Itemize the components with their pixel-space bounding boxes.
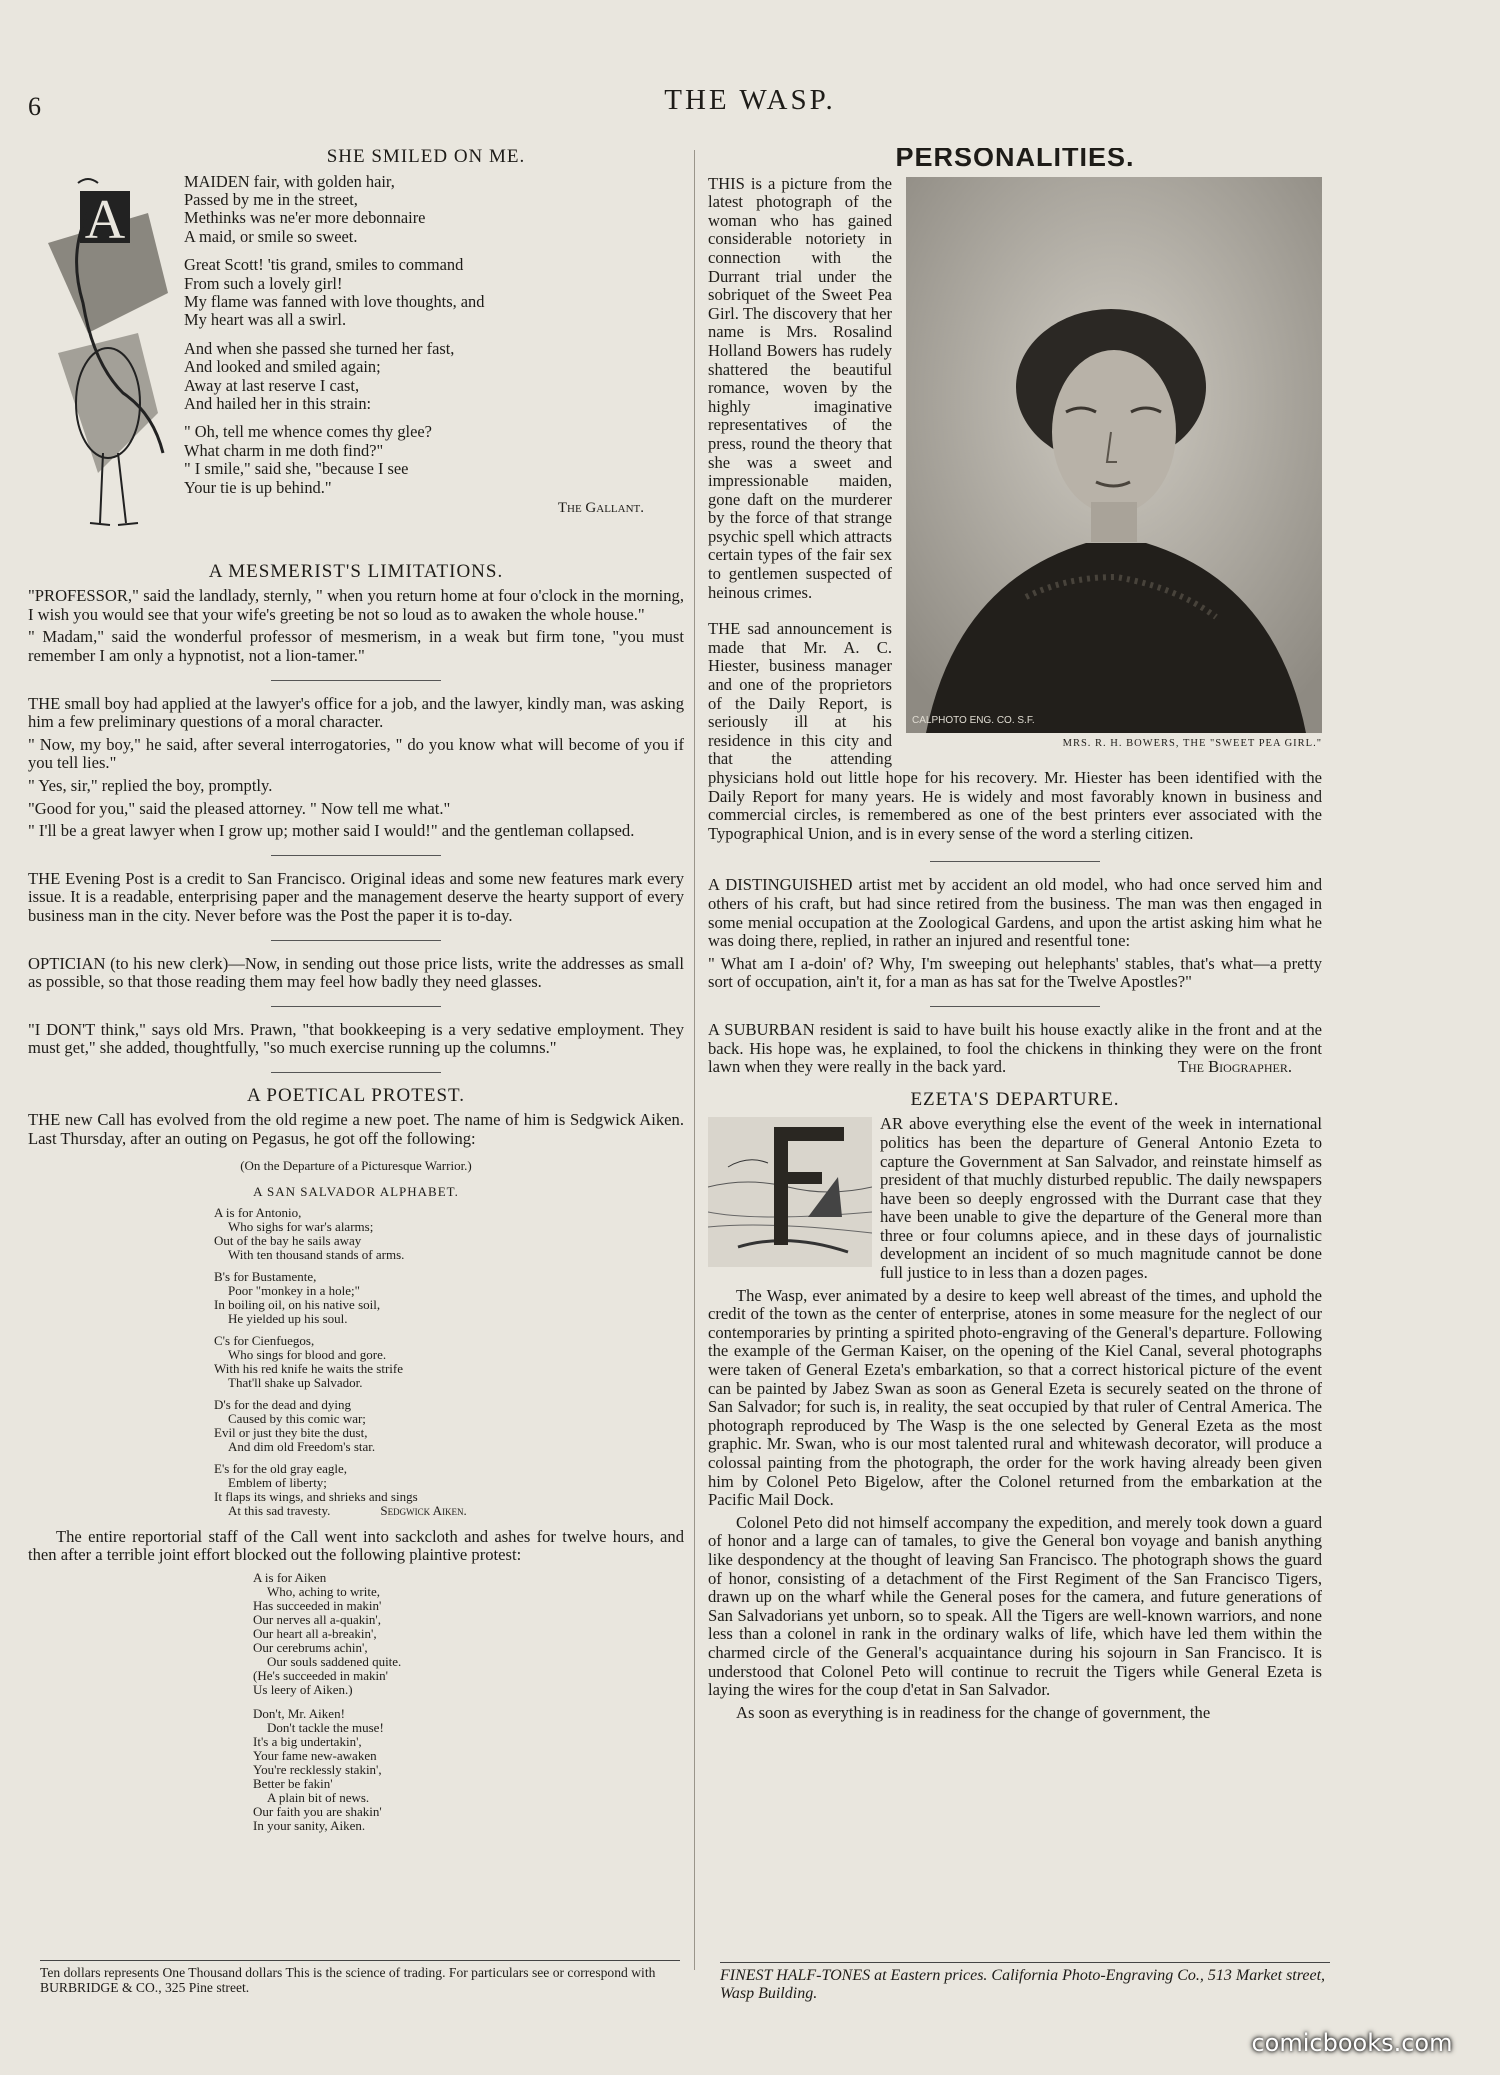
poem-line: D's for the dead and dying [214, 1396, 352, 1412]
personalities-paragraph: THIS is a picture from the latest photograph of the woman who has gained considerable notoriety in connection with the Durrant trial under the sobriquet of the Sweet Pea Girl. The discovery that her name is Mrs. Rosalind Holland Bowers has rudely shattered the beautiful romance, woven by the highly imaginative representatives of the press, round the theory that she was a sweet and impressionable maiden, gone daft on the murderer by the force of that strange psychic spell which attracts certain types of the fair sex to gentlemen suspected of heinous crimes. [708, 173, 892, 602]
section-rule [271, 940, 441, 941]
mesmerist-title: A MESMERIST'S LIMITATIONS. [208, 560, 504, 582]
smiled-signature: The Gallant. [557, 500, 644, 517]
poem-line: Emblem of liberty; [228, 1474, 327, 1490]
poem-line: Has succeeded in makin' [253, 1598, 382, 1614]
poem-line: MAIDEN fair, with golden hair, [184, 171, 395, 191]
poem-line: And hailed her in this strain: [184, 394, 372, 414]
smallboy-paragraph: THE small boy had applied at the lawyer's office for a job, and the lawyer, kindly man, was asking him a few preliminary questions of a moral character. [28, 693, 684, 732]
poem-line: My flame was fanned with love thoughts, and [184, 292, 485, 312]
poem-line: A is for Aiken [253, 1570, 327, 1586]
portrait-photo [906, 177, 1322, 733]
svg-text:A: A [84, 188, 126, 251]
eveningpost-paragraph: THE Evening Post is a credit to San Francisco. Original ideas and some new features mark every issue. It is a readable, enterprising paper and the management deserve the hearty support of every business man in the city. Never before was the Post the paper it is to-day. [28, 868, 684, 925]
ezeta-paragraph: AR above everything else the event of the week in international politics has been the departure of General Antonio Ezeta to capture the Government at San Salvador, and reinstate himself as president of that muchly disturbed republic. The daily newspapers have been so deeply engrossed with the Durrant case that they have been unable to give the departure of the General more than three or four columns apiece, and in these days of journalistic development an incident of so much magnitude cannot be done full justice to in less than a dozen pages. [880, 1114, 1322, 1283]
poem-line: He yielded up his soul. [228, 1310, 348, 1326]
poem-line: Your fame new-awaken [253, 1748, 377, 1764]
column-divider [694, 150, 695, 1970]
poem-line: And dim old Freedom's star. [228, 1438, 376, 1454]
stanza [253, 1707, 684, 1833]
poem-line: Passed by me in the street, [184, 190, 358, 209]
poem-line: It flaps its wings, and shrieks and sings [214, 1488, 418, 1504]
section-rule [930, 861, 1100, 862]
poem-line: E's for the old gray eagle, [214, 1460, 348, 1476]
poem-line: Our faith you are shakin' [253, 1804, 382, 1820]
poem-line: And when she passed she turned her fast, [184, 338, 455, 358]
poem-line: Who sighs for war's alarms; [228, 1218, 374, 1234]
section-rule [271, 1006, 441, 1007]
page-number: 6 [28, 92, 41, 121]
poem-line: That'll shake up Salvador. [228, 1374, 363, 1390]
smallboy-paragraph: " I'll be a great lawyer when I grow up; mother said I would!" and the gentleman collapsed. [28, 821, 635, 841]
smallboy-paragraph: "Good for you," said the pleased attorney. " Now tell me what." [28, 798, 451, 818]
stanza [214, 1206, 684, 1262]
protest-title: A POETICAL PROTEST. [247, 1084, 465, 1106]
poem-line: What charm in me doth find?" [184, 440, 384, 460]
prawn-paragraph: "I DON'T think," says old Mrs. Prawn, "that bookkeeping is a very sedative employment. They must get," she added, thoughtfully, "so much exercise running up the columns." [28, 1019, 684, 1058]
poem-line: Poor "monkey in a hole;" [228, 1282, 360, 1298]
poem-line: Our cerebrums achin', [253, 1640, 368, 1656]
protest-after: The entire reportorial staff of the Call went into sackcloth and ashes for twelve hours, and then after a terrible joint effort blocked out the following plaintive protest: [28, 1526, 684, 1565]
right-column [708, 148, 1322, 1970]
poem-line: B's for Bustamente, [214, 1268, 317, 1284]
photo-caption: MRS. R. H. BOWERS, THE "SWEET PEA GIRL." [1062, 737, 1322, 749]
sweet-pea-girl-photo-block [906, 177, 1322, 747]
stanza [214, 1398, 684, 1454]
section-rule [930, 1006, 1100, 1007]
poem-line: Evil or just they bite the dust, [214, 1424, 368, 1440]
smiled-title: SHE SMILED ON ME. [326, 148, 526, 167]
mesmerist-paragraph: "PROFESSOR," said the landlady, sternly, " when you return home at four o'clock in the morning, I wish you would see that your wife's greeting be not so loud as to awaken the whole house." [28, 586, 684, 624]
optician-paragraph: OPTICIAN (to his new clerk)—Now, in sending out those price lists, write the addresses as small as possible, so that those reading them may feel how badly they need glasses. [28, 953, 684, 992]
footer-advert-right: FINEST HALF-TONES at Eastern prices. California Photo-Engraving Co., 513 Market street, Wasp Building. [720, 1962, 1330, 2003]
footer-advert-left: Ten dollars represents One Thousand dollars This is the science of trading. For particulars see or correspond with BURBRIDGE & CO., 325 Pine street. [40, 1960, 680, 1995]
suburban-paragraph [708, 1021, 1322, 1077]
poem-line: Us leery of Aiken.) [253, 1682, 353, 1698]
stanza [214, 1334, 684, 1390]
poem-line: With ten thousand stands of arms. [228, 1246, 405, 1262]
mesmerist-paragraph: " Madam," said the wonderful professor of mesmerism, in a weak but firm tone, "you must remember I am only a hypnotist, not a lion-tamer." [28, 627, 684, 665]
poem-line: You're recklessly stakin', [253, 1762, 382, 1778]
personalities-paragraph: THE sad announcement is made that Mr. A. C. Hiester, business manager and one of the proprietors of the Daily Report, is seriously ill at his residence in this city and that the attending physicians hold out little hope for his recovery. Mr. Hiester has been identified with the Daily Report for many years. He is widely and most favorably known in business and commercial circles, is remembered as one of the best printers ever associated with the Typographical Union, and is in every sense of the word a sterling citizen. [708, 619, 1322, 843]
poem-line: Don't tackle the muse! [267, 1720, 384, 1736]
masthead: THE WASP. [664, 84, 836, 116]
stanza [214, 1270, 684, 1326]
poem-line: And looked and smiled again; [184, 357, 381, 377]
poem-line: " I smile," said she, "because I see [184, 459, 409, 479]
poem-line: In your sanity, Aiken. [253, 1818, 366, 1834]
section-rule [271, 1072, 441, 1073]
photo-credit: CALPHOTO ENG. CO. S.F. [912, 714, 1035, 726]
poem-line: In boiling oil, on his native soil, [214, 1296, 381, 1312]
stanza [253, 1571, 684, 1697]
poem-line: C's for Cienfuegos, [214, 1332, 315, 1348]
protest-intro: THE new Call has evolved from the old regime a new poet. The name of him is Sedgwick Aiken. Last Thursday, after an outing on Pegasus, he got off the following: [28, 1110, 684, 1149]
ezeta-paragraph: Colonel Peto did not himself accompany the expedition, and merely took down a guard of honor and a large can of tamales, to give the General bon voyage and banish anything like despondency at the thought of leaving San Francisco. The photograph shows the guard of honor, consisting of a detachment of the First Regiment of the San Francisco Tigers, drawn up on the wharf while the General poses for the camera, and future generations of San Salvadorians yet unborn, so to speak. All the Tigers are well-known warriors, and none less than a colonel in rank in the ordinary walks of life, which have led them within the charmed circle of the General's acquaintance during his sojourn in San Francisco. It is understood that Colonel Peto will continue to recruit the Tigers while General Ezeta is laying the wires for the coup d'etat in San Salvador. [708, 1512, 1322, 1700]
stork-letter-a-illustration [28, 173, 176, 553]
biographer-signature: The Biographer. [1177, 1057, 1292, 1077]
poem-line: A maid, or smile so sweet. [184, 226, 358, 246]
smallboy-paragraph: " Yes, sir," replied the boy, promptly. [28, 775, 273, 795]
poem-line: Don't, Mr. Aiken! [253, 1706, 345, 1722]
section-rule [271, 855, 441, 856]
poem-line: Who, aching to write, [267, 1584, 380, 1600]
poem-line: Caused by this comic war; [228, 1410, 366, 1426]
poem-line: (He's succeeded in makin' [253, 1668, 388, 1684]
watermark: comicbooks.com [1251, 2029, 1453, 2057]
poem-line: Away at last reserve I cast, [184, 375, 360, 395]
protest-alphabet-title: A SAN SALVADOR ALPHABET. [253, 1184, 459, 1200]
poem-line: It's a big undertakin', [253, 1734, 362, 1750]
poem-line: " Oh, tell me whence comes thy glee? [184, 422, 432, 442]
suburban-text: A SUBURBAN resident is said to have built his house exactly alike in the front and at the back. His hope was, he explained, to fool the chickens in thinking they were on the front lawn when they were really in the back yard. [708, 1019, 1322, 1077]
ezeta-paragraph: The Wasp, ever animated by a desire to keep well abreast of the times, and uphold the credit of the town as the center of enterprise, atones in some measure for the neglect of our contemporaries by printing a spirited photo-engraving of the General's departure. Following the example of the German Kaiser, on the opening of the Kiel Canal, several photographs were taken of General Ezeta's embarkation, so that a correct historical picture of the event can be painted by Jabez Swan as soon as General Ezeta is securely seated on the throne of San Salvador; for such is, in reality, the seat occupied by that ruler of Central America. The photograph reproduced by The Wasp is the one selected by General Ezeta as the most graphic. Mr. Swan, who is our most talented rural and whitewash decorator, will produce a colossal painting from the photograph, the order for the work having already been given him by Colonel Peto Bigelow, after the Colonel returned from the embarkation at the Pacific Mail Dock. [708, 1285, 1322, 1510]
poem-line: Our souls saddened quite. [267, 1654, 402, 1670]
alphabet-poem [28, 1206, 684, 1518]
personalities-title: PERSONALITIES. [895, 148, 1135, 172]
poem-line: Your tie is up behind." [184, 477, 332, 497]
poem-line: Our nerves all a-quakin', [253, 1612, 381, 1628]
ezeta-title: EZETA'S DEPARTURE. [910, 1088, 1120, 1110]
poem-line: At this sad travesty. [228, 1502, 331, 1518]
poem-line: With his red knife he waits the strife [214, 1360, 404, 1376]
poem-line: A plain bit of news. [267, 1790, 370, 1806]
poem-line: Our heart all a-breakin', [253, 1626, 377, 1642]
reply-poem [28, 1571, 684, 1833]
poem-line: Who sings for blood and gore. [228, 1346, 387, 1362]
section-rule [271, 680, 441, 681]
poem-line: Methinks was ne'er more debonnaire [184, 208, 426, 228]
smallboy-paragraph: " Now, my boy," he said, after several interrogatories, " do you know what will become of you if you tell lies." [28, 734, 684, 773]
left-column [28, 148, 684, 1970]
poem-line: Better be fakin' [253, 1776, 333, 1792]
stanza [214, 1462, 684, 1518]
aiken-signature: Sedgwick Aiken. [380, 1502, 467, 1518]
poem-line: From such a lovely girl! [184, 273, 343, 293]
artist-paragraph: " What am I a-doin' of? Why, I'm sweeping out helephants' stables, that's what—a pretty sort of occupation, ain't it, for a man as has sat for the Twelve Apostles?" [708, 953, 1322, 992]
artist-paragraph: A DISTINGUISHED artist met by accident an old model, who had once served him and others of his craft, but had since retired from the business. The man was then engaged in some menial occupation at the Zoological Gardens, and upon the artist asking him what he was doing there, replied, in rather an injured and resentful tone: [708, 875, 1322, 951]
poem-line: My heart was all a swirl. [184, 310, 347, 330]
poem-line: Great Scott! 'tis grand, smiles to command [184, 255, 464, 275]
poem-line: Out of the bay he sails away [214, 1232, 362, 1248]
ship-letter-f-illustration [708, 1117, 872, 1267]
protest-subtitle: (On the Departure of a Picturesque Warrior.) [240, 1157, 472, 1173]
poem-line: A is for Antonio, [214, 1204, 302, 1220]
ezeta-paragraph: As soon as everything is in readiness for the change of government, the [736, 1702, 1211, 1722]
